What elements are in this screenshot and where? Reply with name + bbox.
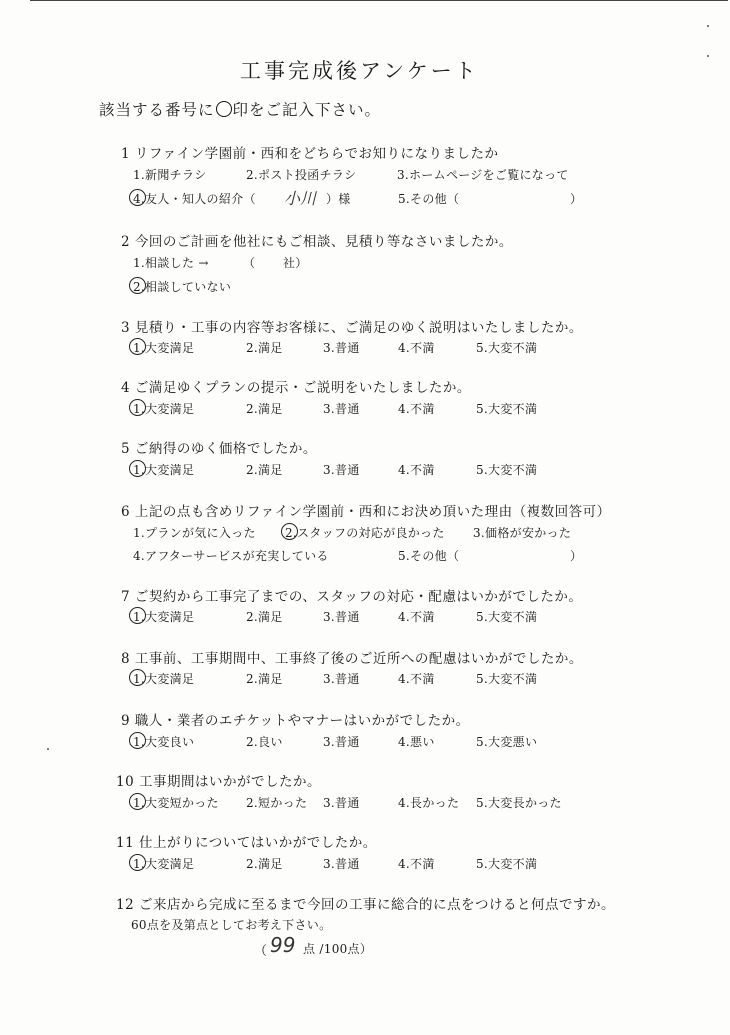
q8-option-1: 1.大変満足 [133,672,195,686]
q5-option-3: 3.普通 [323,463,360,477]
question-2: 2 今回のご計画を他社にもご相談、見積り等なさいましたか。 [121,234,513,250]
q7-option-3: 3.普通 [323,610,360,624]
question-6: 6 上記の点も含めリファイン学園前・西和にお決め頂いた理由（複数回答可） [121,504,611,520]
q10-option-3: 3.普通 [323,796,360,810]
question-7: 7 ご契約から工事完了までの、スタッフの対応・配慮はいかがでしたか。 [121,589,583,605]
question-10: 10 工事期間はいかがでしたか。 [116,774,321,790]
q5-option-5: 5.大変不満 [476,463,538,477]
q9-option-5: 5.大変悪い [476,735,538,749]
q2-option-2: 2.相談していない [133,280,232,294]
q10-option-5: 5.大変長かった [476,796,562,810]
q5-option-2: 2.満足 [246,463,283,477]
answer-circle [129,399,146,416]
question-12: 12 ご来店から完成に至るまで今回の工事に総合的に点をつけると何点ですか。 [116,897,615,913]
answer-circle [129,732,146,749]
q3-option-4: 4.不満 [398,341,435,355]
answer-circle [129,189,146,206]
q1-option-5-close: ） [570,192,583,206]
q8-option-3: 3.普通 [323,672,360,686]
q6-option-4: 4.アフターサービスが充実している [133,549,329,563]
q9-option-2: 2.良い [246,735,283,749]
q1-option-5: 5.その他（ [398,192,460,206]
q10-option-1: 1.大変短かった [133,796,219,810]
q3-option-3: 3.普通 [323,341,360,355]
q2-option-1-open: （ [243,256,256,270]
q6-option-1: 1.プランが気に入った [133,526,256,540]
q12-score-unit: 点 /100点） [303,942,373,956]
question-9: 9 職人・業者のエチケットやマナーはいかがでしたか。 [121,713,470,729]
question-11: 11 仕上がりについてはいかがでしたか。 [116,835,377,851]
q1-option-4: 4.友人・知人の紹介（ [133,192,256,206]
answer-circle [281,523,298,540]
answer-circle [129,607,146,624]
answer-circle [129,793,146,810]
q6-option-5-close: ） [570,549,583,563]
q4-option-4: 4.不満 [398,402,435,416]
q2-option-1-close: 社） [283,256,308,270]
q9-option-1: 1.大変良い [133,735,195,749]
q6-option-3: 3.価格が安かった [473,526,572,540]
q1-option-4-suffix: ）様 [326,192,351,206]
question-4: 4 ご満足ゆくプランの提示・ご説明をいたしましたか。 [121,380,471,396]
q7-option-5: 5.大変不満 [476,610,538,624]
q6-option-2: 2.スタッフの対応が良かった [285,526,445,540]
q11-option-2: 2.満足 [246,857,283,871]
q10-option-4: 4.長かった [398,796,460,810]
q12-score-value: 99 [270,933,296,957]
q9-option-4: 4.悪い [398,735,435,749]
q11-option-4: 4.不満 [398,857,435,871]
q9-option-3: 3.普通 [323,735,360,749]
q1-option-3: 3.ホームページをご覧になって [397,168,569,182]
q1-option-2: 2.ポスト投函チラシ [246,168,357,182]
instruction-before: 該当する番号に [99,101,215,119]
q3-option-2: 2.満足 [246,341,283,355]
scan-speck [707,55,709,57]
q11-option-1: 1.大変満足 [133,857,195,871]
answer-circle [129,277,146,294]
q1-referrer-name: 小川 [284,189,317,208]
q12-note: 60点を及第点としてお考え下さい。 [131,918,332,932]
q8-option-2: 2.満足 [246,672,283,686]
q1-option-1: 1.新聞チラシ [133,168,207,182]
answer-circle [129,460,146,477]
q8-option-4: 4.不満 [398,672,435,686]
q4-option-5: 5.大変不満 [476,402,538,416]
answer-circle [129,854,146,871]
circle-mark-icon [216,101,232,117]
question-3: 3 見積り・工事の内容等お客様に、ご満足のゆく説明はいたしましたか。 [121,320,583,336]
scan-speck [47,748,49,750]
q4-option-2: 2.満足 [246,402,283,416]
q12-score-open: （ [254,944,268,959]
question-8: 8 工事前、工事期間中、工事終了後のご近所への配慮はいかがでしたか。 [121,651,583,667]
q4-option-3: 3.普通 [323,402,360,416]
q7-option-1: 1.大変満足 [133,610,195,624]
q6-option-5: 5.その他（ [398,549,460,563]
q4-option-1: 1.大変満足 [133,402,195,416]
answer-circle [129,338,146,355]
q7-option-4: 4.不満 [398,610,435,624]
q11-option-3: 3.普通 [323,857,360,871]
q2-option-1: 1.相談した → [133,256,209,270]
instruction [99,98,381,120]
question-1: 1 リファイン学園前・西和をどちらでお知りになりましたか [121,146,499,162]
answer-circle [129,669,146,686]
question-5: 5 ご納得のゆく価格でしたか。 [121,441,317,457]
instruction-after: 印をご記入下さい。 [232,101,382,119]
q3-option-1: 1.大変満足 [133,341,195,355]
q11-option-5: 5.大変不満 [476,857,538,871]
q10-option-2: 2.短かった [246,796,308,810]
q8-option-5: 5.大変不満 [476,672,538,686]
page-title: 工事完成後アンケート [240,59,479,83]
q3-option-5: 5.大変不満 [476,341,538,355]
q5-option-4: 4.不満 [398,463,435,477]
scan-speck [707,25,709,27]
q7-option-2: 2.満足 [246,610,283,624]
q5-option-1: 1.大変満足 [133,463,195,477]
scan-edge-line [30,0,728,1]
